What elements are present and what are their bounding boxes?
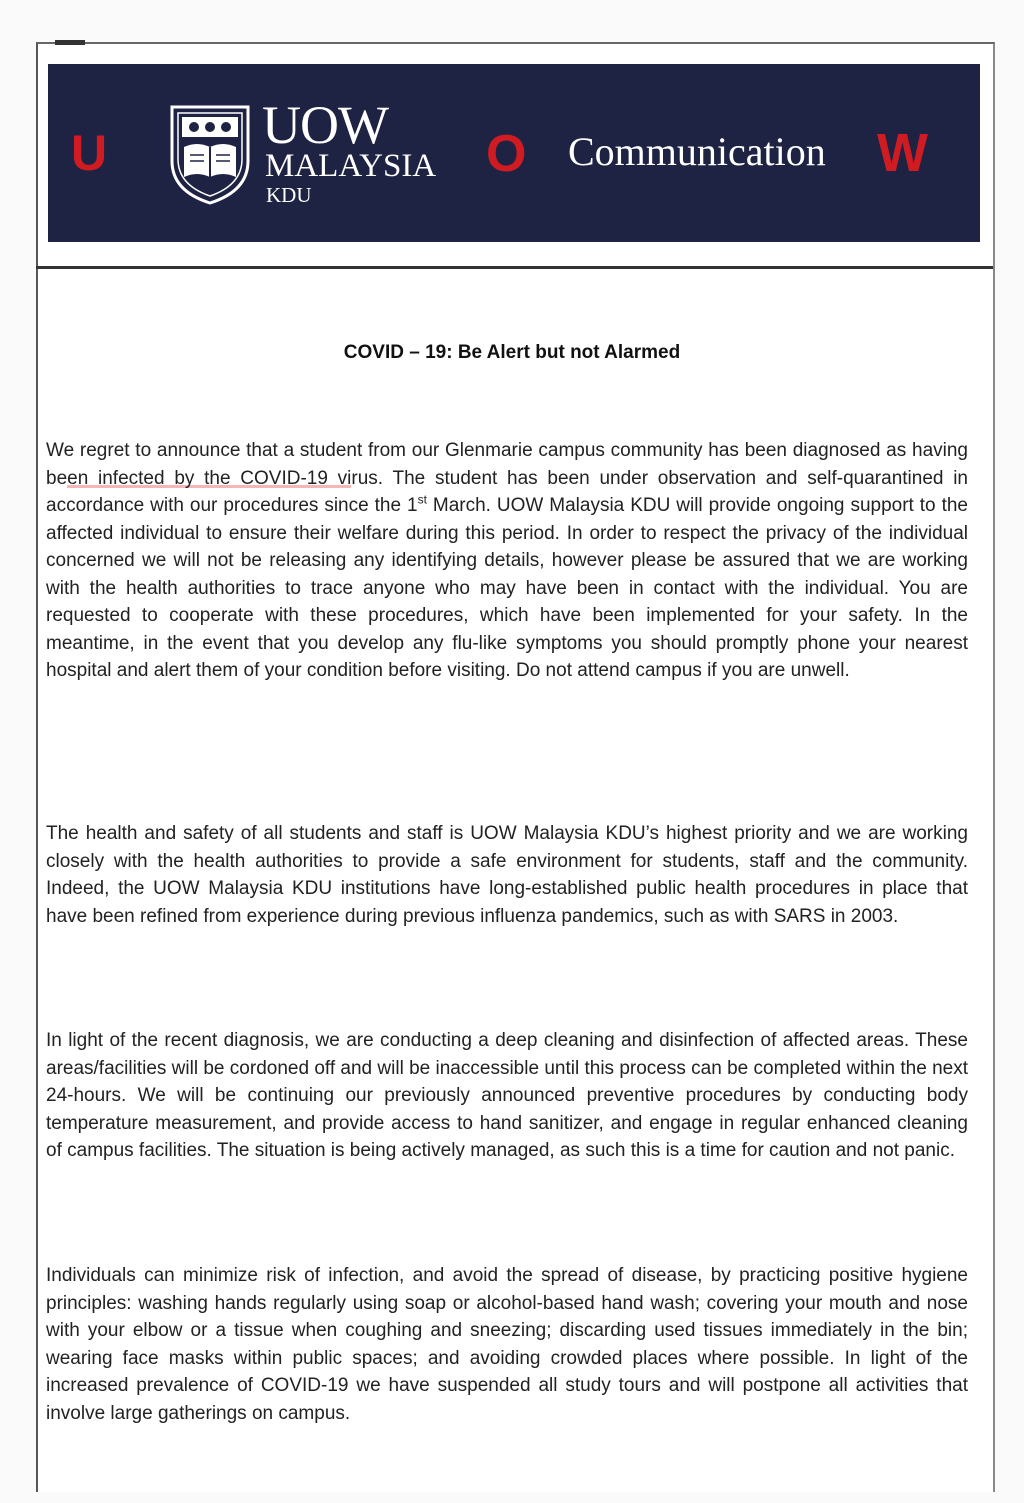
scan-mark [55, 40, 85, 45]
university-crest-icon [168, 103, 252, 207]
paragraph-text: We regret to announce that a student from our Glenmarie campus community has been diagnosed as having be [46, 440, 968, 489]
paragraph-cleaning: In light of the recent diagnosis, we are conducting a deep cleaning and disinfection of affected areas. These areas/facilities will be cordoned off and will be inaccessible until this process can be completed within the next 24-hours. We will be continuing our previously announced preventive procedures by conducting body temperature measurement, and provide access to hand sanitizer, and engage in regular enhanced cleaning of campus facilities. The situation is being actively managed, as such this is a time for caution and not panic. [46, 1030, 968, 1161]
highlighted-text: en infected by the COVID-19 vi [67, 467, 352, 489]
paragraph-text: rus. The student has been under observation and self-quarantined in accordance with our procedures since the 1 [46, 467, 968, 516]
brand-name: UOW [262, 95, 388, 155]
ordinal-superscript: st [417, 492, 427, 507]
brand-kdu: KDU [266, 183, 312, 207]
header-divider [36, 266, 993, 269]
banner-title: Communication [568, 129, 826, 174]
paragraph-announcement [46, 437, 968, 685]
paragraph-hygiene: Individuals can minimize risk of infection, and avoid the spread of disease, by practicing positive hygiene principles: washing hands regularly using soap or alcohol-based hand wash; covering your mouth and nose with your elbow or a tissue when coughing and sneezing; discarding used tissues immediately in the bin; wearing face masks within public spaces; and avoiding crowded places where possible. In light of the increased prevalence of COVID-19 we have suspended all study tours and will postpone all activities that involve large gatherings on campus. [46, 1265, 968, 1424]
banner-letter-o: O [486, 125, 527, 183]
banner-letter-u: U [71, 125, 108, 181]
brand-country: MALAYSIA [265, 148, 437, 184]
banner-letter-w: W [877, 123, 928, 183]
paragraph-health-safety: The health and safety of all students and staff is UOW Malaysia KDU’s highest priority and we are working closely with the health authorities to provide a safe environment for students, staff and the community. Indeed, the UOW Malaysia KDU institutions have long-established public health procedures in place that have been refined from experience during previous influenza pandemics, such as with SARS in 2003. [46, 823, 968, 927]
paragraph-text: March. UOW Malaysia KDU will provide ongoing support to the affected individual to ensure their welfare during this period. In order to respect the privacy of the individual concerned we will not be releasing any identifying details, however please be assured that we are working with the health authorities to trace anyone who may have been in contact with the individual. You are requested to cooperate with these procedures, which have been implemented for your safety. In the meantime, in the event that you develop any flu-like symptoms you should promptly phone your nearest hospital and alert them of your condition before visiting. Do not attend campus if you are unwell. [46, 495, 968, 681]
document-title: COVID – 19: Be Alert but not Alarmed [343, 342, 681, 363]
